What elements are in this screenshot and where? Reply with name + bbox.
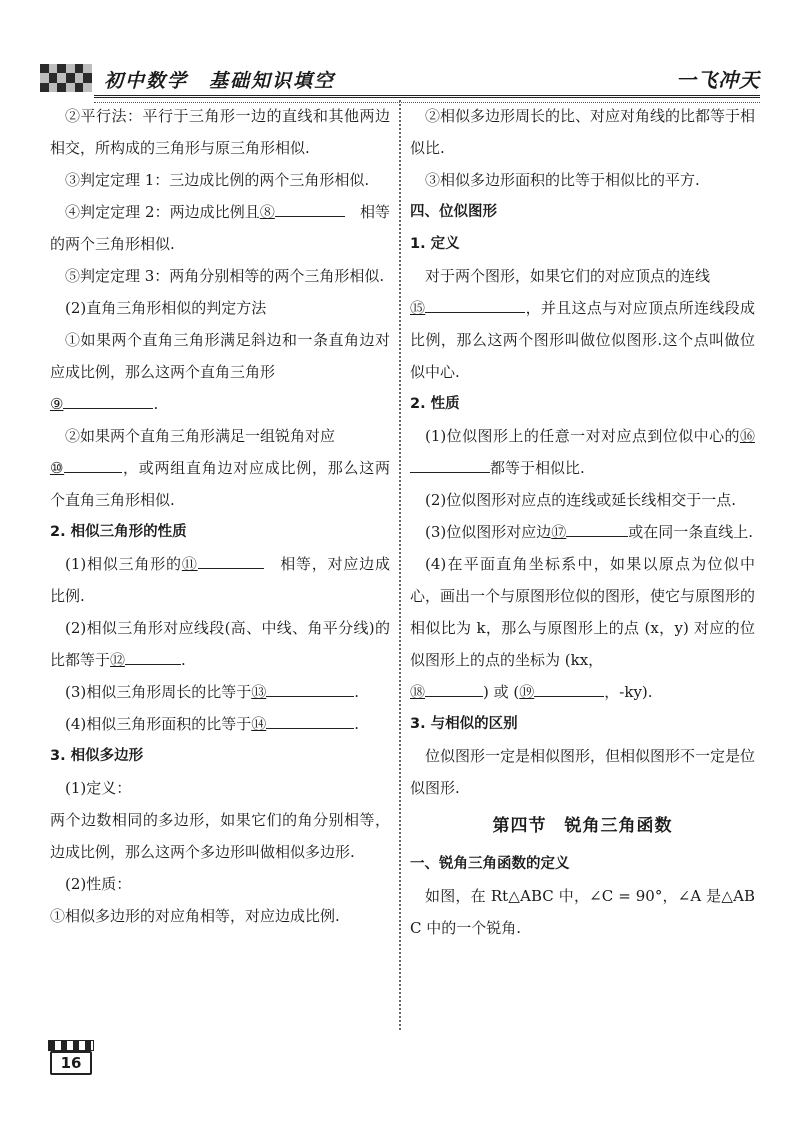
polygon-property-3: ③相似多边形面积的比等于相似比的平方. <box>425 171 700 189</box>
theorem-1: ③判定定理 1：三边成比例的两个三角形相似. <box>65 171 370 189</box>
difference-text: 位似图形一定是相似图形，但相似图形不一定是位似图形. <box>410 747 756 797</box>
homothety-property-2: (2)位似图形对应点的连线或延长线相交于一点. <box>425 491 737 509</box>
header-rule <box>94 95 760 98</box>
checker-flag-icon <box>40 64 92 92</box>
fill-blank[interactable] <box>275 198 345 217</box>
section-heading: 3. 相似多边形 <box>50 748 144 764</box>
fill-blank[interactable] <box>63 390 153 409</box>
page-header <box>40 58 760 98</box>
fill-blank[interactable] <box>266 710 354 729</box>
fill-blank[interactable] <box>266 678 354 697</box>
blank-number: ⑪ <box>181 555 198 573</box>
section-heading: 一、锐角三角函数的定义 <box>410 856 570 872</box>
left-column <box>50 100 390 932</box>
right-triangle-heading: (2)直角三角形相似的判定方法 <box>65 299 267 317</box>
right-triangle-rule-1: ①如果两个直角三角形满足斜边和一条直角边对应成比例，那么这两个直角三角形 <box>50 331 390 381</box>
blank-number: ⑩ <box>50 459 65 477</box>
homothety-property-4: (4)在平面直角坐标系中，如果以原点为位似中心，画出一个与原图形位似的图形，使它与原图形的相似比为 k，那么与原图形上的点 (x，y) 对应的位似图形上的点的坐标为 (kx， ⑱ ) 或 (⑲ ，-ky). <box>410 555 756 701</box>
subsection-heading: 3. 与相似的区别 <box>410 716 518 732</box>
polygon-definition-label: (1)定义： <box>65 779 132 797</box>
property-4: (4)相似三角形面积的比等于⑭ . <box>50 708 390 740</box>
polygon-property-1: ①相似多边形的对应角相等，对应边成比例. <box>50 907 340 925</box>
subsection-heading: 2. 性质 <box>410 396 460 412</box>
blank-number: ⑬ <box>251 683 267 701</box>
homothety-definition: 对于两个图形，如果它们的对应顶点的连线 ⑮ ，并且这点与对应顶点所连线段成比例，那么这两个图形叫做位似图形.这个点叫做位似中心. <box>410 267 755 381</box>
right-column <box>410 100 755 944</box>
chapter-section-title: 第四节 锐角三角函数 <box>492 816 673 836</box>
property-1: (1)相似三角形的⑪ 相等，对应边成比例. <box>50 548 390 612</box>
polygon-property-label: (2)性质： <box>65 875 132 893</box>
polygon-definition: 两个边数相同的多边形，如果它们的角分别相等，边成比例，那么这两个多边形叫做相似多边形. <box>50 811 390 861</box>
blank-number: ⑨ <box>50 395 64 413</box>
homothety-property-1: (1)位似图形上的任意一对对应点到位似中心的⑯都等于相似比. <box>410 420 755 484</box>
subsection-heading: 1. 定义 <box>410 236 460 252</box>
column-divider <box>399 100 401 1030</box>
fill-blank[interactable] <box>566 518 628 537</box>
theorem-2: ④判定定理 2：两边成比例且⑧ 相等的两个三角形相似. <box>50 196 390 260</box>
fill-blank[interactable] <box>125 646 181 665</box>
fill-blank[interactable] <box>534 678 604 697</box>
fill-blank[interactable] <box>425 678 483 697</box>
header-title: 初中数学 基础知识填空 <box>104 70 336 92</box>
blank-number: ⑮ <box>410 299 426 317</box>
checker-flag-icon <box>48 1040 94 1051</box>
parallel-method: ②平行法：平行于三角形一边的直线和其他两边相交，所构成的三角形与原三角形相似. <box>50 107 390 157</box>
right-triangle-rule-2: ②如果两个直角三角形满足一组锐角对应 ⑩ ，或两组直角边对应成比例，那么这两个直角三角形相似. <box>50 427 390 509</box>
blank-number: ⑯ <box>739 427 755 445</box>
property-3: (3)相似三角形周长的比等于⑬ . <box>50 676 390 708</box>
blank-number: ⑰ <box>551 523 567 541</box>
blank-number: ⑧ <box>259 203 275 221</box>
fill-blank[interactable] <box>64 454 122 473</box>
blank-number: ⑱ <box>410 683 426 701</box>
page-footer <box>48 1040 92 1074</box>
fill-blank[interactable] <box>410 454 490 473</box>
blank-number: ⑫ <box>110 651 126 669</box>
property-2: (2)相似三角形对应线段(高、中线、角平分线)的比都等于⑫ . <box>50 619 390 669</box>
header-brand: 一飞冲天 <box>676 68 760 92</box>
blank-line-9: ⑨ . <box>50 388 390 420</box>
section-heading: 四、位似图形 <box>410 204 497 220</box>
blank-number: ⑲ <box>519 683 535 701</box>
polygon-property-2: ②相似多边形周长的比、对应对角线的比都等于相似比. <box>410 107 756 157</box>
theorem-3: ⑤判定定理 3：两角分别相等的两个三角形相似. <box>65 267 385 285</box>
section-heading: 2. 相似三角形的性质 <box>50 524 187 540</box>
page-number: 16 <box>50 1051 92 1075</box>
blank-number: ⑭ <box>251 715 267 733</box>
fill-blank[interactable] <box>425 294 525 313</box>
trig-definition-intro: 如图，在 Rt△ABC 中，∠C = 90°，∠A 是△ABC 中的一个锐角. <box>410 887 755 937</box>
homothety-property-3: (3)位似图形对应边⑰ 或在同一条直线上. <box>410 516 755 548</box>
fill-blank[interactable] <box>198 550 264 569</box>
